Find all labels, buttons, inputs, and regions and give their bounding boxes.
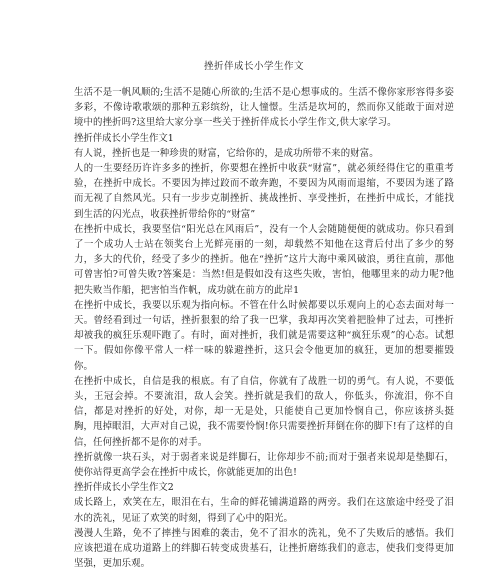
paragraph: 有人说，挫折也是一种珍贵的财富，它给你的，是成功所带不来的财富。 <box>74 147 379 159</box>
section-heading: 挫折伴成长小学生作文1 <box>74 132 174 144</box>
paragraph: 生活不是一帆风顺的;生活不是随心所欲的;生活不是心想事成的。生活不像你家形容得多姿多彩，不像诗歌歌颂的那种五彩缤纷，让人憧憬。生活是坎坷的，然而你又能敢于面对逆境中的挫折吗?这里给大家分享一些关于挫折伴成长小学生作文,供大家学习。 <box>74 87 454 129</box>
paragraph: 在挫折中成长，我要坚信“阳光总在风雨后”，没有一个人会随随便便的就成功。你只看到了一个成功人士站在领奖台上光鲜亮丽的一刻，却载然不知他在这背后付出了多少的努力，多大的代价，经受了多少的挫折。他在“挫折”这片大海中乘风破浪，勇往直前，那他可曾害怕?可曾失败?答案是：当然!但是假如没有这些失败，害怕，他哪里来的动力呢?他把失败当作船，把害怕当作帆，成功就在前方的此岸1 <box>74 223 454 296</box>
document-title: 挫折伴成长小学生作文 <box>203 61 304 72</box>
paragraph: 挫折就像一块石头，对于弱者来说是绊脚石，让你却步不前;而对于强者来说却是垫脚石，使你站得更高学会在挫折中成长，你就能更加的出色! <box>74 451 454 479</box>
paragraph: 在挫折中成长，我要以乐观为指向标。不管在什么时候都要以乐观向上的心态去面对每一天。曾经看到过一句话，挫折狠狠的给了我一巴掌，我却再次笑着把脸伸了过去，可挫折却被我的疯狂乐观吓跑了。有时，面对挫折，我们就是需要这种“疯狂乐观”的心态。试想一下。假如你像平常人一样一味的躲避挫折，这只会令他更加的疯狂，更加的想要摧毁你。 <box>74 299 454 372</box>
paragraph: 漫漫人生路，免不了摔挫与困难的袭击，免不了泪水的洗礼，免不了失败后的感悟。我们应该把道在成功道路上的绊脚石转变成贵基石，让挫折磨练我们的意志，使我们变得更加坚强，更加乐观。 <box>74 527 454 570</box>
paragraph: 成长路上，欢笑在左，眼泪在右，生命的鲜花铺满道路的两旁。我们在这旅途中经受了泪水的洗礼，见证了欢笑的时刻，得到了心中的阳光。 <box>74 497 454 524</box>
section-heading: 挫折伴成长小学生作文2 <box>74 482 174 494</box>
document-body <box>74 85 454 572</box>
paragraph: 人的一生要经历许许多多的挫折，你要想在挫折中收获“财富”，就必须经得住它的重重考验，在挫折中成长。不要因为摔过跤而不敢奔跑，不要因为风雨而退缩，不要因为迷了路而无视了自然风光。只有一步步克制挫折、挑战挫折、享受挫折，在挫折中成长，才能找到生活的闪光点，收获挫折带给你的“财富” <box>74 163 454 220</box>
paragraph: 在挫折中成长，自信是我的根底。有了自信，你就有了战胜一切的勇气。有人说，不要低头，王冠会掉。不要流泪，敌人会笑。挫折就是我们的敌人，你低头，你流泪，你不自信，都是对挫折的好处，对你，却一无是处，只能使自己更加怜悯自己，你应该挤头挺胸，甩掉眼泪，大声对自己说，我不需要怜悯!你只需要挫折拜倒在你的脚下!有了这样的自信，任何挫折都不是你的对手。 <box>74 375 454 448</box>
